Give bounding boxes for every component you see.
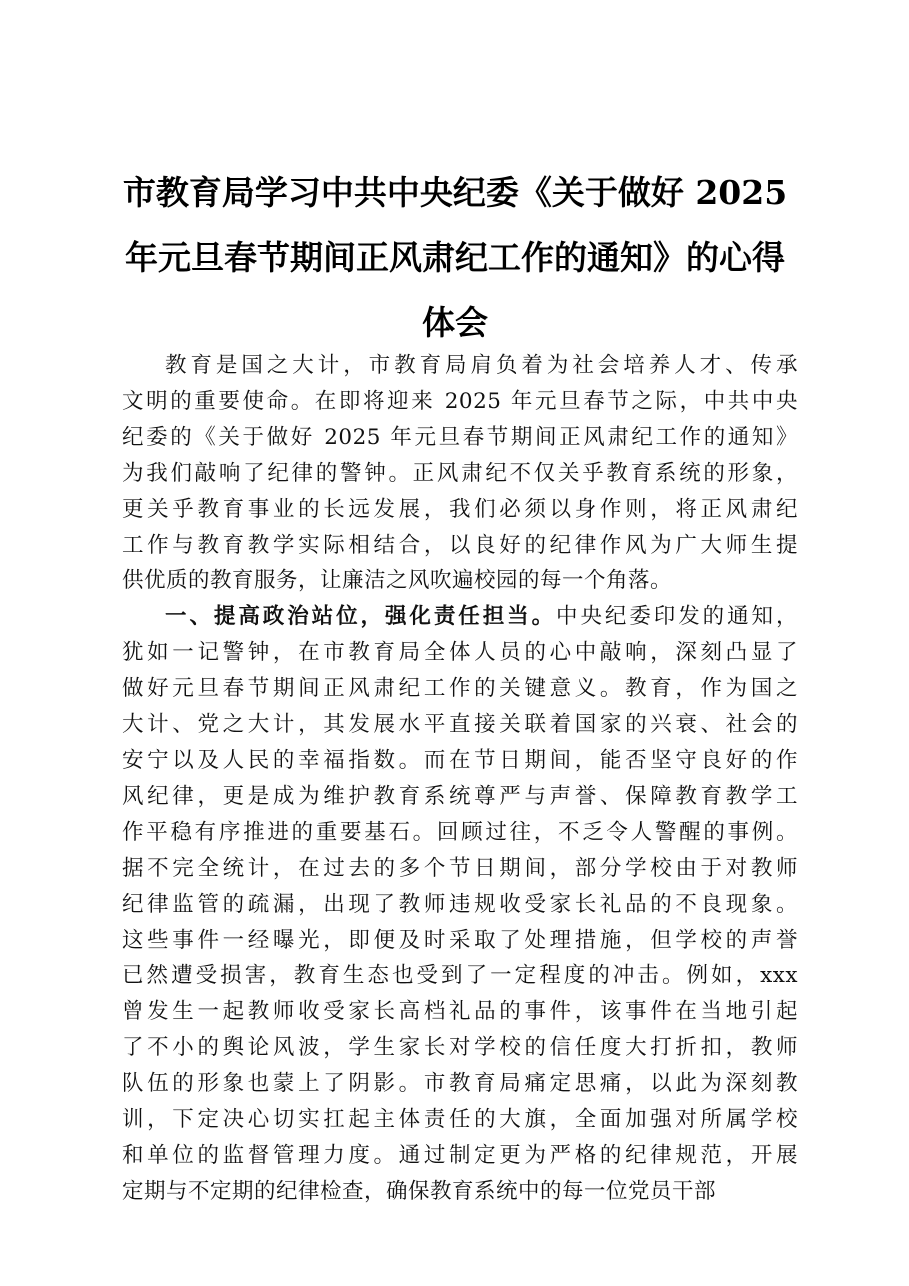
paragraph-line: 已然遭受损害，教育生态也受到了一定程度的冲击。例如，xxx [122,963,798,989]
section-first-line [122,599,798,635]
paragraph-line: 曾发生一起教师收受家长高档礼品的事件，该事件在当地引起 [122,999,798,1025]
title-line-3: 体会 [422,303,488,342]
paragraph-line: 纪委的《关于做好 2025 年元旦春节期间正风肃纪工作的通知》 [122,424,798,450]
title-line-2: 年元旦春节期间正风肃纪工作的通知》的心得 [125,238,785,277]
section-first-line-text: 中央纪委印发的通知， [556,604,798,630]
paragraph-line: 风纪律，更是成为维护教育系统尊严与声誉、保障教育教学工 [122,783,798,809]
paragraph-line: 供优质的教育服务，让廉洁之风吹遍校园的每一个角落。 [122,568,673,594]
paragraph-intro [122,348,798,599]
paragraph-line: 了不小的舆论风波，学生家长对学校的信任度大打折扣，教师 [122,1035,798,1061]
paragraph-line: 大计、党之大计，其发展水平直接关联着国家的兴衰、社会的 [122,712,798,738]
paragraph-line: 文明的重要使命。在即将迎来 2025 年元旦春节之际，中共中央 [122,388,798,414]
paragraph-line: 作平稳有序推进的重要基石。回顾过往，不乏令人警醒的事例。 [122,819,798,845]
document-title [110,160,800,355]
section-heading: 一、提高政治站位，强化责任担当。 [165,604,557,630]
paragraph-line: 犹如一记警钟，在市教育局全体人员的心中敲响，深刻凸显了 [122,640,798,666]
paragraph-line: 安宁以及人民的幸福指数。而在节日期间，能否坚守良好的作 [122,747,798,773]
paragraph-line: 教育是国之大计，市教育局肩负着为社会培养人才、传承 [165,353,798,378]
paragraph-line: 定期与不定期的纪律检查，确保教育系统中的每一位党员干部 [122,1178,717,1204]
paragraph-line: 更关乎教育事业的长远发展，我们必须以身作则，将正风肃纪 [122,496,798,522]
title-line-1: 市教育局学习中共中央纪委《关于做好 2025 [122,173,788,212]
paragraph-section-1 [122,599,798,1209]
paragraph-line: 据不完全统计，在过去的多个节日期间，部分学校由于对教师 [122,855,798,881]
paragraph-line: 训，下定决心切实扛起主体责任的大旗，全面加强对所属学校 [122,1107,798,1133]
document-body [122,348,798,1210]
paragraph-line: 队伍的形象也蒙上了阴影。市教育局痛定思痛，以此为深刻教 [122,1071,798,1097]
paragraph-line: 纪律监管的疏漏，出现了教师违规收受家长礼品的不良现象。 [122,891,798,917]
paragraph-line: 做好元旦春节期间正风肃纪工作的关键意义。教育，作为国之 [122,676,798,702]
paragraph-line: 工作与教育教学实际相结合，以良好的纪律作风为广大师生提 [122,532,798,558]
paragraph-line: 为我们敲响了纪律的警钟。正风肃纪不仅关乎教育系统的形象， [122,460,798,486]
paragraph-line: 和单位的监督管理力度。通过制定更为严格的纪律规范，开展 [122,1142,798,1168]
paragraph-line: 这些事件一经曝光，即便及时采取了处理措施，但学校的声誉 [122,927,798,953]
